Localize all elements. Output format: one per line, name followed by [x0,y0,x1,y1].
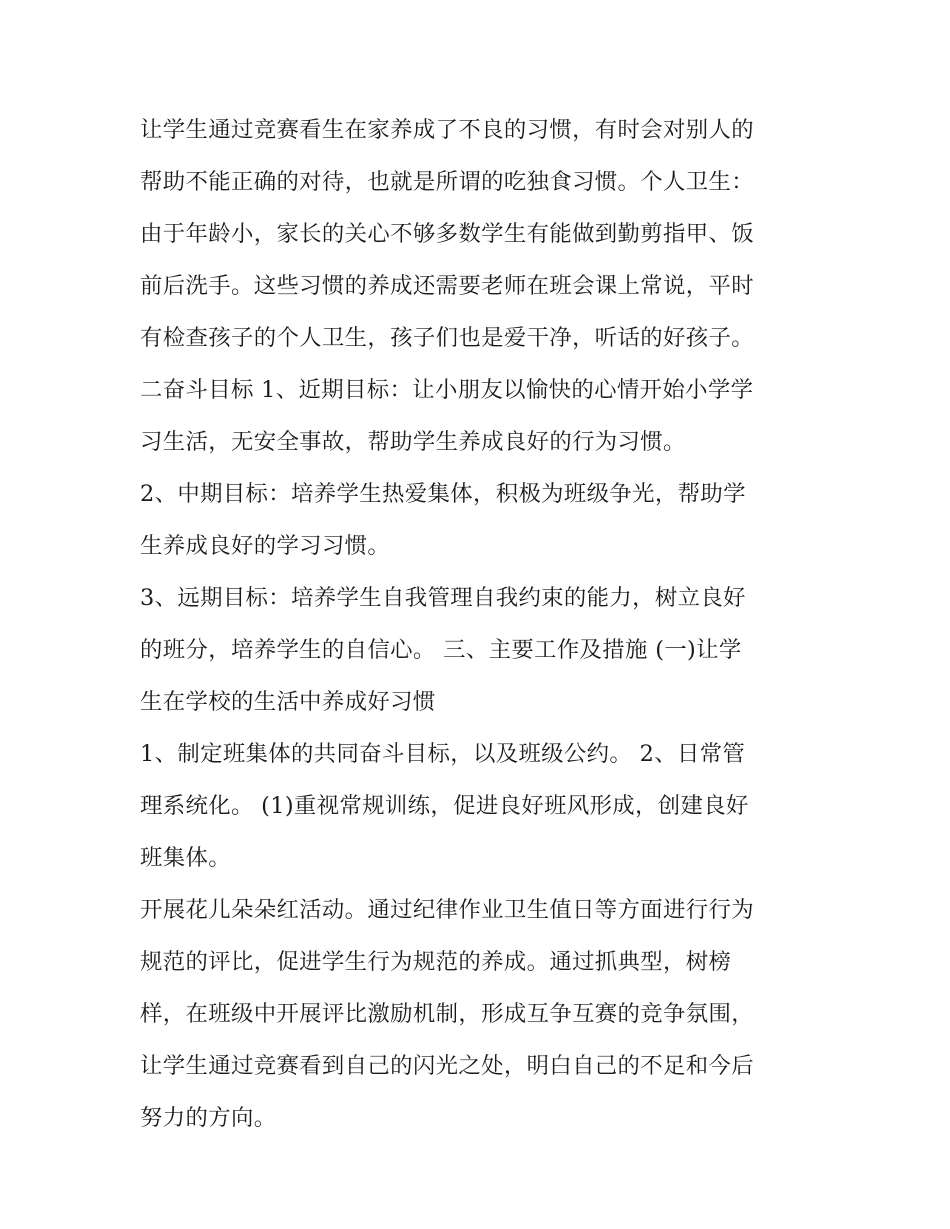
text-line: 让学生通过竞赛看到自己的闪光之处，明白自己的不足和今后 [140,1053,754,1079]
text-line: 生在学校的生活中养成好习惯 [140,689,436,715]
text-line: 努力的方向。 [140,1105,277,1131]
paragraph-5 [140,884,815,1144]
text-line: 样，在班级中开展评比激励机制，形成互争互赛的竞争氛围， [140,1001,754,1027]
text-line: 3、远期目标：培养学生自我管理自我约束的能力，树立良好 [140,585,746,611]
paragraph-1 [140,104,815,468]
text-line: 生养成良好的学习习惯。 [140,533,391,559]
text-line: 2、中期目标：培养学生热爱集体，积极为班级争光，帮助学 [140,481,746,507]
text-line: 由于年龄小，家长的关心不够多数学生有能做到勤剪指甲、饭 [140,221,754,247]
text-line: 前后洗手。这些习惯的养成还需要老师在班会课上常说，平时 [140,273,754,299]
text-line: 二奋斗目标 1、近期目标：让小朋友以愉快的心情开始小学学 [140,377,754,403]
text-line: 班集体。 [140,845,231,871]
text-line: 理系统化。 (1)重视常规训练，促进良好班风形成，创建良好 [140,793,749,819]
text-line: 有检查孩子的个人卫生，孩子们也是爱干净，听话的好孩子。 [140,325,754,351]
text-line: 规范的评比，促进学生行为规范的养成。通过抓典型，树榜 [140,949,732,975]
paragraph-3 [140,572,815,728]
text-line: 1、制定班集体的共同奋斗目标，以及班级公约。 2、日常管 [140,741,746,767]
paragraph-2 [140,468,815,572]
text-line: 习生活，无安全事故，帮助学生养成良好的行为习惯。 [140,429,686,455]
text-line: 帮助不能正确的对待，也就是所谓的吃独食习惯。个人卫生： [140,169,754,195]
document-body [140,104,815,1144]
text-line: 让学生通过竞赛看生在家养成了不良的习惯，有时会对别人的 [140,117,754,143]
paragraph-4 [140,728,815,884]
text-line: 的班分，培养学生的自信心。 三、主要工作及措施 (一)让学 [140,637,742,663]
text-line: 开展花儿朵朵红活动。通过纪律作业卫生值日等方面进行行为 [140,897,754,923]
